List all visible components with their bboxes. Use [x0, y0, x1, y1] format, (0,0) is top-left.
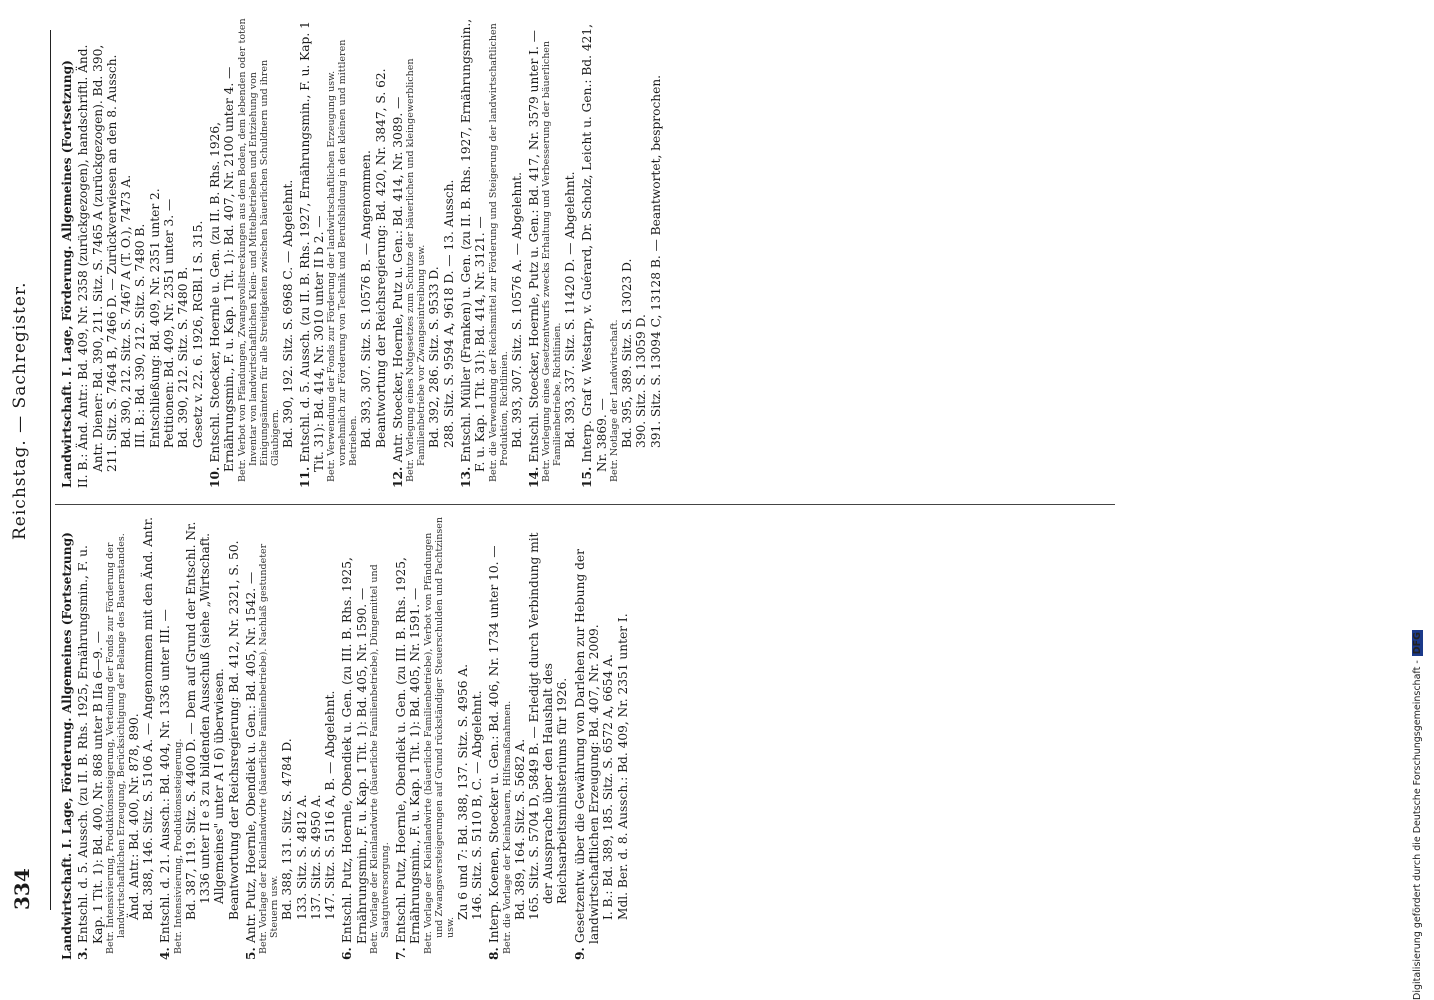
entry-text: Interp. Graf v. Westarp, v. Guérard, Dr. Scholz, Leicht u. Gen.: Bd. 421, Nr. 3869. —	[580, 24, 609, 472]
entry-reference: Bd. 390, 212. Sitz. S. 7467 A (T. O.), 7473 A.	[119, 174, 134, 448]
entry-reference: III. B.: Bd. 390, 212. Sitz. S. 7480 B.	[133, 223, 148, 448]
entry-reference: Bd. 390, 192. Sitz. S. 6968 C. — Abgelehnt.	[280, 179, 295, 448]
entry-reference: Beantwortung der Reichsregierung: Bd. 412, Nr. 2321, S. 50.	[226, 540, 241, 920]
entry-text: Gesetzentw. über die Gewährung von Darlehen zur Hebung der landwirtschaftlichen Erzeugung: Bd. 407, Nr. 2009.	[572, 549, 602, 944]
section-heading: Landwirtschaft. I. Lage, Förderung. Allgemeines (Fortsetzung)	[60, 532, 74, 960]
entry-note: Betr. Vorlage der Kleinlandwirte (bäuerliche Familienbetriebe), Verbot von Pfändungen und Zwangsversteigerungen auf Grund rückständiger Steuerschulden und Pachtzinsen usw.	[422, 517, 456, 954]
register-entry	[580, 18, 662, 488]
right-column	[60, 18, 666, 488]
entry-reference: 391. Sitz. S. 13094 C, 13128 B. — Beantwortet, besprochen.	[648, 74, 663, 448]
footer	[1405, 0, 1424, 1000]
entry-text: Antr. Putz, Hoernle, Obendiek u. Gen.: Bd. 405, Nr. 1542. —	[243, 571, 258, 944]
entry-text: Entschl. Putz, Hoernle, Obendiek u. Gen. (zu III. B. Rhs. 1925, Ernährungsmin., F. u. Kap. 1 Tit. 1): Bd. 405, Nr. 1590. —	[340, 557, 369, 944]
entry-reference: Bd. 390, 212. Sitz. S. 7480 B.	[176, 266, 191, 448]
entry-note: Betr. die Verwendung der Reichsmittel zur Förderung und Steigerung der landwirtschaftlichen Produktion, Richtlinien.	[487, 23, 510, 482]
register-entry	[244, 515, 337, 960]
entry-text: Entschl. Stoecker, Hoernle u. Gen. (zu II. B. Rhs. 1926, Ernährungsmin., F. u. Kap. 1 Tit. 1): Bd. 407, Nr. 2100 unter 4. —	[207, 66, 237, 472]
entry-text: Antr. Stoecker, Hoernle, Putz u. Gen.: Bd. 414, Nr. 3089. —	[391, 96, 406, 463]
entry-reference: 133. Sitz. S. 4812 A.	[294, 794, 309, 920]
entry-text: II. B.: Änd. Antr.: Bd. 409, Nr. 2358 (zurückgezogen), handschriftl. Änd. Antr. Diener: Bd. 390, 211. Sitz. S. 7465 A (zurückgezogen). Bd. 390, 211. Sitz. S. 7464 B, 7466 D. — Zurückverwiesen an den 8. Aussch.	[76, 44, 119, 488]
entry-note: Betr. Vorlegung eines Notgesetzes zum Schutze der bäuerlichen und kleingewerblichen Familienbetriebe vor Zwangseintreibung usw.	[405, 58, 428, 482]
register-entry	[158, 515, 240, 960]
dfg-logo: DFG	[1412, 632, 1423, 655]
entry-number: 8.	[487, 943, 502, 960]
entry-reference: 137. Sitz. S. 4950 A.	[308, 794, 323, 920]
page-number: 334	[10, 868, 34, 910]
left-column	[60, 515, 633, 960]
entry-reference: Bd. 395, 389. Sitz. S. 13023 D.	[620, 258, 635, 448]
entry-number: 5.	[243, 943, 258, 960]
entry-number: 6.	[340, 943, 355, 960]
entry-note: Betr. Vorlage der Kleinlandwirte (bäuerliche Familienbetriebe). Nachlaß gestundeter Steuern usw.	[258, 543, 281, 954]
entry-number: 4.	[158, 943, 173, 960]
entry-note: Betr. Vorlegung eines Gesetzentwurfs zwecks Erhaltung und Verbesserung der bäuerlichen Familienbetriebe, Richtlinien.	[541, 40, 564, 482]
entry-note: Betr. Vorlage der Kleinlandwirte (bäuerliche Familienbetriebe), Düngemittel und Saatgutversorgung.	[369, 564, 392, 954]
register-entry	[459, 18, 524, 488]
entry-reference: Beantwortung der Reichsregierung: Bd. 420, Nr. 3847, S. 62.	[373, 68, 388, 448]
entry-reference: Bd. 392, 286. Sitz. S. 9533 D.	[427, 266, 442, 448]
register-entry	[527, 18, 578, 488]
entry-note: Betr. Verbot von Pfändungen, Zwangsvollstreckungen aus dem Boden, dem lebenden oder toten Inventar von landwirtschaftlichen Klein- und Mittelbetrieben und Entziehung von Einigungsämtern für alle Streitigkeiten zwischen bäuerlichen Schuldnern und ihren Gläubigern.	[236, 18, 281, 482]
entry-number: 15.	[580, 462, 595, 488]
entry-list	[76, 515, 630, 960]
entry-reference: Bd. 393, 307. Sitz. S. 10576 A. — Abgelehnt.	[509, 172, 524, 448]
register-entry	[391, 18, 456, 488]
entry-note: Betr. Notlage der Landwirtschaft.	[609, 319, 621, 482]
entry-reference: 165. Sitz. S. 5704 D, 5849 B. — Erledigt durch Verbindung mit der Aussprache über den Haushalt des Reichsarbeitsministeriums für 1926.	[526, 532, 570, 920]
header-rule	[50, 30, 51, 910]
register-entry	[573, 515, 630, 960]
register-entry	[76, 18, 205, 488]
running-title: Reichstag. — Sachregister.	[10, 281, 30, 540]
entry-number: 12.	[391, 462, 406, 488]
entry-text: Entschl. d. 21. Aussch.: Bd. 404, Nr. 1336 unter III. —	[158, 609, 173, 944]
entry-note: Betr. Verwendung der Fonds zur Förderung der landwirtschaftlichen Erzeugung usw. vornehmlich zur Förderung von Technik und Berufsbildung in den kleinen und mittleren Betrieben.	[326, 39, 360, 482]
register-entry	[76, 515, 155, 960]
entry-reference: Zu 6 und 7: Bd. 388, 137. Sitz. S. 4956 A.	[455, 664, 470, 920]
entry-reference: Bd. 389, 164. Sitz. S. 5682 A.	[512, 738, 527, 920]
entry-reference: I. B.: Bd. 389, 185. Sitz. S. 6572 A, 6654 A.	[601, 654, 616, 920]
entry-list	[76, 18, 663, 488]
entry-reference: Petitionen: Bd. 409, Nr. 2351 unter 3. —	[162, 198, 177, 448]
entry-number: 7.	[394, 943, 409, 960]
entry-number: 14.	[526, 462, 541, 488]
entry-note: Betr. Intensivierung, Produktionssteigerung.	[172, 738, 184, 954]
entry-text: Entschl. d. 5. Aussch. (zu II. B. Rhs. 1925, Ernährungsmin., F. u. Kap. 1 Tit. 1): Bd. 400, Nr. 868 unter B IIa 6—9. —	[76, 545, 105, 944]
entry-text: Interp. Koenen, Stoecker u. Gen.: Bd. 406, Nr. 1734 unter 10. —	[487, 545, 502, 944]
entry-reference: Mdl. Ber. d. 8. Aussch.: Bd. 409, Nr. 2351 unter I.	[615, 613, 630, 920]
entry-note: Betr. die Vorlage der Kleinbauern, Hilfsmaßnahmen.	[501, 700, 513, 954]
entry-reference: Gesetz v. 22. 6. 1926, RGBl. I S. 315.	[190, 220, 205, 448]
entry-number: 3.	[76, 943, 91, 960]
entry-reference: Bd. 387, 119. Sitz. S. 4400 D. — Dem auf Grund der Entschl. Nr. 1336 unter II e 3 zu bildenden Ausschuß (siehe „Wirtschaft. Allgemeines" unter A I 6) überwiesen.	[183, 521, 227, 920]
entry-reference: 146. Sitz. S. 5110 B, C. — Abgelehnt.	[469, 690, 484, 920]
register-entry	[208, 18, 295, 488]
entry-number: 11.	[297, 462, 312, 488]
register-entry	[487, 515, 569, 960]
footer-note: Digitalisierung gefördert durch die Deutsche Forschungsgemeinschaft -	[1412, 660, 1423, 1000]
entry-reference: 147. Sitz. S. 5116 A, B. — Abgelehnt.	[323, 690, 338, 920]
entry-note: Betr. Intensivierung, Produktionssteigerung, Verteilung der Fonds zur Förderung der landwirtschaftlichen Erzeugung, Berücksichtigung der Belange des Bauernstandes.	[104, 533, 127, 954]
entry-text: Entschl. Müller (Franken) u. Gen. (zu II. B. Rhs. 1927, Ernährungsmin., F. u. Kap. 1 Tit. 31): Bd. 414, Nr. 3121. —	[458, 18, 488, 472]
column-divider	[55, 504, 1115, 505]
entry-reference: Bd. 388, 131. Sitz. S. 4784 D.	[280, 738, 295, 920]
register-entry	[394, 515, 484, 960]
entry-reference: Bd. 393, 337. Sitz. S. 11420 D. — Abgelehnt.	[563, 171, 578, 448]
entry-reference: Bd. 388, 146. Sitz. S. 5106 A. — Angenommen mit den Änd. Antr.	[141, 517, 156, 920]
register-entry	[340, 515, 391, 960]
entry-number: 9.	[572, 943, 587, 960]
entry-reference: 288. Sitz. S. 9594 A, 9618 D. — 13. Aussch.	[441, 179, 456, 448]
section-heading: Landwirtschaft. I. Lage, Förderung. Allgemeines (Fortsetzung)	[60, 60, 74, 488]
entry-number: 13.	[458, 462, 473, 488]
register-entry	[298, 18, 388, 488]
entry-reference: Bd. 393, 307. Sitz. S. 10576 B. — Angenommen.	[359, 150, 374, 448]
entry-number: 10.	[207, 462, 222, 488]
entry-reference: Änd. Antr.: Bd. 400, Nr. 878, 890.	[126, 713, 141, 920]
entry-text: Entschl. Stoecker, Hoernle, Putz u. Gen.: Bd. 417, Nr. 3579 unter I. —	[526, 30, 541, 463]
entry-text: Entschl. Putz, Hoernle, Obendiek u. Gen. (zu III. B. Rhs. 1925, Ernährungsmin., F. u. Kap. 1 Tit. 1): Bd. 405, Nr. 1591. —	[394, 557, 423, 944]
entry-text: Entschl. d. 5. Aussch. (zu II. B. Rhs. 1927, Ernährungsmin., F. u. Kap. 1 Tit. 31): Bd. 414, Nr. 3010 unter II b 2. —	[297, 21, 327, 472]
entry-reference: 390. Sitz. S. 13059 D.	[634, 314, 649, 448]
entry-reference: Entschließung: Bd. 409, Nr. 2351 unter 2.	[147, 188, 162, 448]
